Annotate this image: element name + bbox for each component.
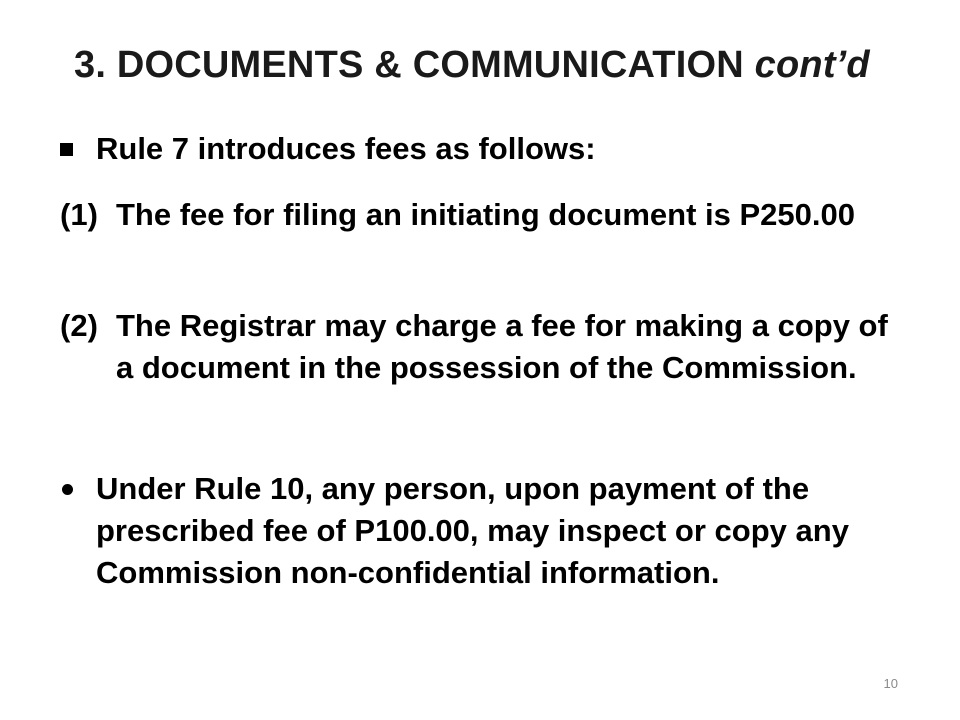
bullet-rule-10: Under Rule 10, any person, upon payment of the prescribed fee of P100.00, may inspect or copy any Commission non-confidential information. xyxy=(96,471,849,590)
square-bullet-icon xyxy=(60,143,73,156)
item-text-1: The fee for filing an initiating document is P250.00 xyxy=(116,197,855,232)
slide-title xyxy=(74,44,870,87)
round-bullet-icon xyxy=(62,484,73,495)
item-number-1: (1) xyxy=(60,197,98,232)
bullet-rule-7: Rule 7 introduces fees as follows: xyxy=(96,131,596,166)
page-number: 10 xyxy=(883,676,898,691)
slide-title-main: 3. DOCUMENTS & COMMUNICATION xyxy=(74,44,744,86)
item-number-2: (2) xyxy=(60,308,98,343)
slide-title-suffix: cont’d xyxy=(754,44,870,86)
item-text-2: The Registrar may charge a fee for making a copy of a document in the possession of the Commission. xyxy=(116,308,888,385)
